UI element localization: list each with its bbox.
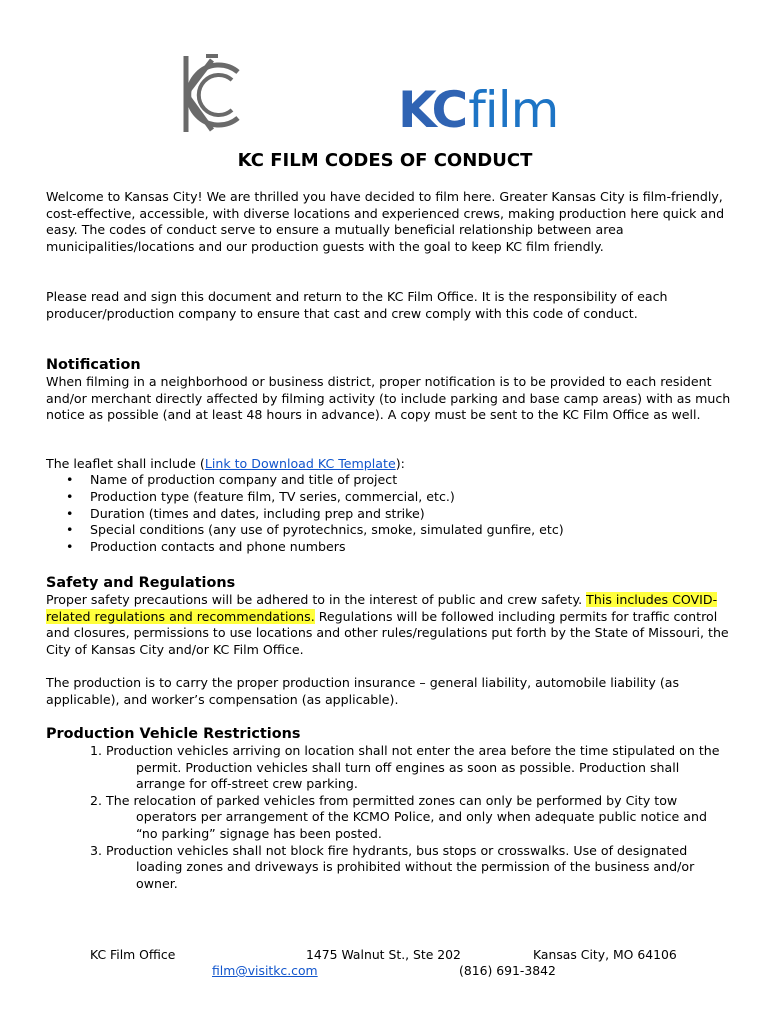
list-item: • Name of production company and title of project (64, 472, 564, 489)
list-item: 1. Production vehicles arriving on location shall not enter the area before the time stipulated on the permit. Production vehicles shall turn off engines as soon as possible. Production shall arrange for off-street crew parking. (90, 743, 720, 792)
kcfilm-logo-kc: KC (398, 81, 466, 139)
kcfilm-logo-film: film (468, 81, 559, 139)
footer-office: KC Film Office (90, 947, 176, 962)
notification-heading: Notification (46, 357, 141, 373)
safety-text-end: Regulations will be followed including permits for traffic control and closures, permissions to use locations and other rules/regulations put forth by the State of Missouri, the City of Kansas City and/or KC Film Office. (46, 608, 729, 657)
kc-monogram-icon (172, 52, 252, 136)
list-item: • Special conditions (any use of pyrotechnics, smoke, simulated gunfire, etc) (64, 522, 564, 539)
notification-paragraph: When filming in a neighborhood or business district, proper notification is to be provided to each resident and/or merchant directly affected by filming activity (to include parking and base camp areas) with as much notice as possible (and at least 48 hours in advance). A copy must be sent to the KC Film Office as well. (46, 374, 731, 423)
safety-text-start: Proper safety precautions will be adhered to in the interest of public and crew safety. (46, 592, 587, 607)
footer-phone: (816) 691-3842 (459, 963, 556, 978)
vehicles-heading: Production Vehicle Restrictions (46, 726, 301, 742)
intro-paragraph-2: Please read and sign this document and return to the KC Film Office. It is the responsibility of each producer/production company to ensure that cast and crew comply with this code of conduct. (46, 289, 668, 321)
list-item: 3. Production vehicles shall not block fire hydrants, bus stops or crosswalks. Use of designated loading zones and driveways is prohibited without the permission of the business and/or owner. (90, 842, 695, 891)
leaflet-intro (46, 456, 736, 473)
safety-paragraph-2: The production is to carry the proper production insurance – general liability, automobile liability (as applicable), and worker’s compensation (as applicable). (46, 675, 680, 707)
page-title: KC FILM CODES OF CONDUCT (237, 150, 533, 171)
vehicle-restrictions-list (90, 743, 730, 892)
leaflet-prefix: The leaflet shall include ( (46, 456, 205, 471)
footer-address: 1475 Walnut St., Ste 202 (306, 947, 461, 962)
covid-highlight: This includes COVID-related regulations and recommendations. (46, 592, 718, 624)
safety-heading: Safety and Regulations (46, 575, 236, 591)
intro-paragraph-1: Welcome to Kansas City! We are thrilled you have decided to film here. Greater Kansas City is film-friendly, cost-effective, accessible, with diverse locations and experienced crews, making production here quick and easy. The codes of conduct serve to ensure a mutually beneficial relationship between area municipalities/locations and our production guests with the goal to keep KC film friendly. (46, 189, 725, 254)
leaflet-suffix: ): (395, 456, 405, 471)
list-item: 2. The relocation of parked vehicles from permitted zones can only be performed by City tow operators per arrangement of the KCMO Police, and only when adequate public notice and “no parking” signage has been posted. (90, 792, 707, 841)
list-item: • Duration (times and dates, including prep and strike) (64, 506, 564, 523)
kcfilm-logo (398, 82, 558, 138)
list-item: • Production contacts and phone numbers (64, 539, 564, 556)
leaflet-list (64, 472, 564, 556)
download-template-link[interactable]: Link to Download KC Template (204, 456, 396, 471)
list-item: • Production type (feature film, TV series, commercial, etc.) (64, 489, 564, 506)
safety-paragraph-1 (46, 592, 736, 658)
footer-city: Kansas City, MO 64106 (533, 947, 677, 962)
footer-email-link[interactable]: film@visitkc.com (212, 963, 318, 978)
